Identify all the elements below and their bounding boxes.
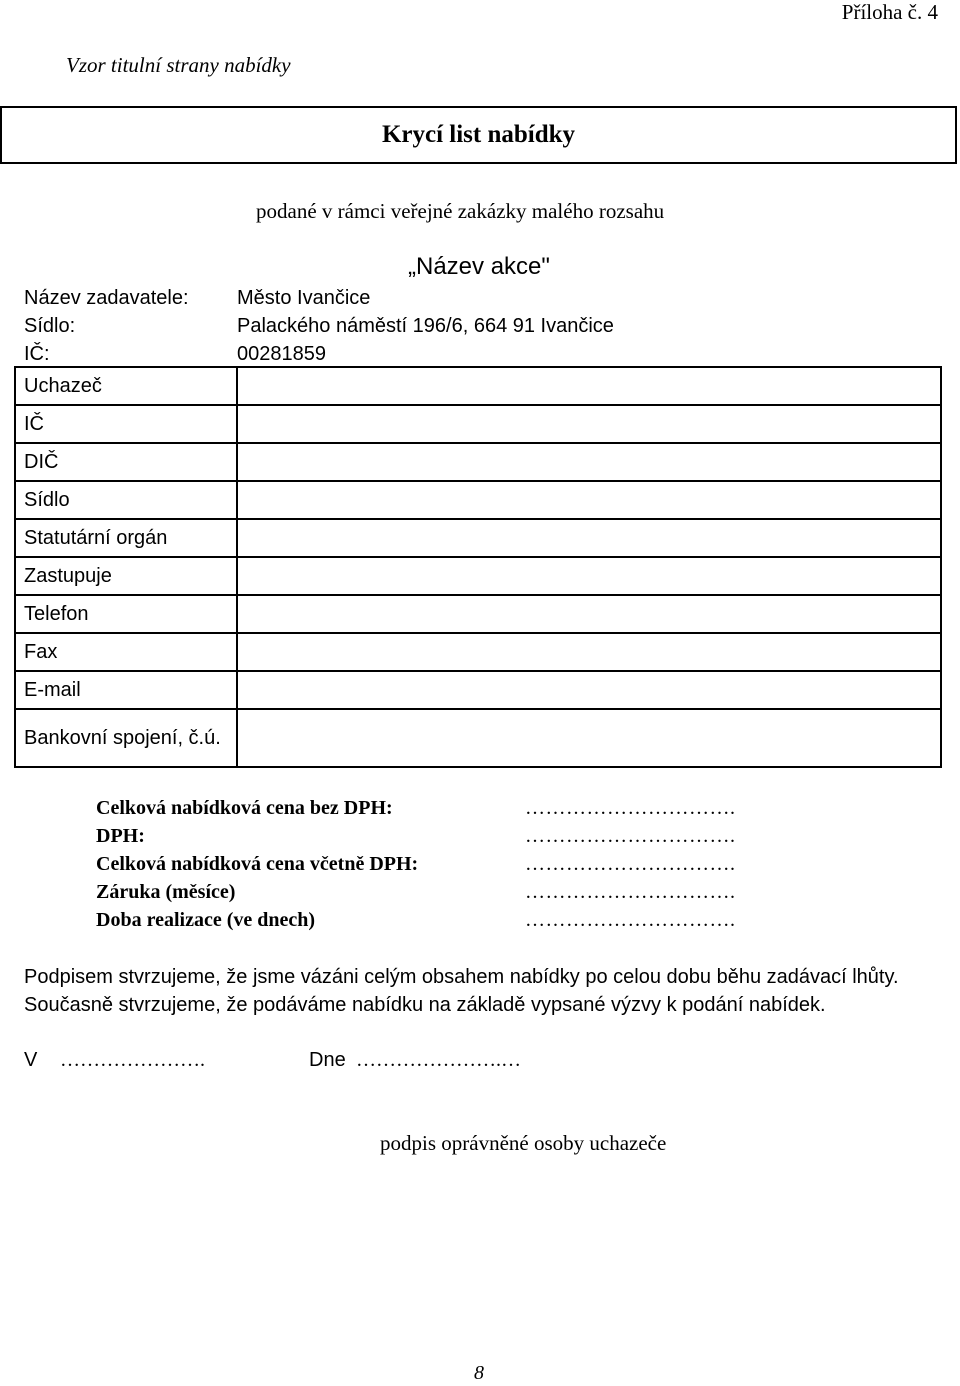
bidder-bank-label: Bankovní spojení, č.ú. xyxy=(15,709,237,767)
bidder-table xyxy=(14,366,942,768)
date-blank[interactable]: ………………….… xyxy=(356,1049,521,1071)
vat-label: DPH: xyxy=(96,825,145,847)
table-row xyxy=(15,595,941,633)
table-row xyxy=(15,557,941,595)
bidder-vat-label: DIČ xyxy=(15,443,237,481)
action-name: „Název akce" xyxy=(408,253,550,280)
bidder-statutory-value-cell[interactable] xyxy=(237,519,941,557)
table-row xyxy=(15,481,941,519)
place-blank[interactable]: …………………. xyxy=(60,1049,205,1071)
page-title: Krycí list nabídky xyxy=(381,121,576,148)
realization-label: Doba realizace (ve dnech) xyxy=(96,909,316,931)
statement-line-2: Současně stvrzujeme, že podáváme nabídku na základě vypsané výzvy k podání nabídek. xyxy=(24,994,826,1016)
submitted-text: podané v rámci veřejné zakázky malého rozsahu xyxy=(256,199,665,223)
table-row xyxy=(15,443,941,481)
price-without-vat-label: Celková nabídková cena bez DPH: xyxy=(96,797,393,819)
warranty-blank[interactable]: …………………………. xyxy=(525,881,736,903)
bidder-statutory-label: Statutární orgán xyxy=(15,519,237,557)
table-row xyxy=(15,633,941,671)
bidder-representative-label: Zastupuje xyxy=(15,557,237,595)
page-number: 8 xyxy=(474,1362,484,1384)
bidder-id-value-cell[interactable] xyxy=(237,405,941,443)
bidder-bank-value-cell[interactable] xyxy=(237,709,941,767)
authority-id-label: IČ: xyxy=(24,343,50,365)
bidder-value-cell[interactable] xyxy=(237,367,941,405)
signature-label: podpis oprávněné osoby uchazeče xyxy=(380,1131,667,1155)
vat-blank[interactable]: …………………………. xyxy=(525,825,736,847)
table-row xyxy=(15,367,941,405)
warranty-label: Záruka (měsíce) xyxy=(96,881,236,903)
bidder-seat-label: Sídlo xyxy=(15,481,237,519)
table-row xyxy=(15,405,941,443)
authority-name-value: Město Ivančice xyxy=(237,287,371,309)
bidder-fax-label: Fax xyxy=(15,633,237,671)
bidder-representative-value-cell[interactable] xyxy=(237,557,941,595)
authority-seat-label: Sídlo: xyxy=(24,315,76,337)
authority-id-value: 00281859 xyxy=(237,343,326,365)
authority-name-label: Název zadavatele: xyxy=(24,287,189,309)
bidder-fax-value-cell[interactable] xyxy=(237,633,941,671)
price-with-vat-blank[interactable]: …………………………. xyxy=(525,853,736,875)
place-label: V xyxy=(24,1049,38,1071)
title-box xyxy=(0,106,957,164)
bidder-email-value-cell[interactable] xyxy=(237,671,941,709)
document-subtitle: Vzor titulní strany nabídky xyxy=(66,53,291,77)
bidder-label: Uchazeč xyxy=(15,367,237,405)
bidder-email-label: E-mail xyxy=(15,671,237,709)
price-without-vat-blank[interactable]: …………………………. xyxy=(525,797,736,819)
date-label: Dne xyxy=(309,1049,346,1071)
bidder-seat-value-cell[interactable] xyxy=(237,481,941,519)
statement-line-1: Podpisem stvrzujeme, že jsme vázáni celým obsahem nabídky po celou dobu běhu zadávací lhůty. xyxy=(24,966,899,988)
realization-blank[interactable]: …………………………. xyxy=(525,909,736,931)
bidder-id-label: IČ xyxy=(15,405,237,443)
table-row xyxy=(15,671,941,709)
bidder-phone-label: Telefon xyxy=(15,595,237,633)
bidder-vat-value-cell[interactable] xyxy=(237,443,941,481)
annex-label: Příloha č. 4 xyxy=(841,0,938,24)
authority-seat-value: Palackého náměstí 196/6, 664 91 Ivančice xyxy=(237,315,614,337)
bidder-phone-value-cell[interactable] xyxy=(237,595,941,633)
table-row xyxy=(15,519,941,557)
table-row xyxy=(15,709,941,767)
price-with-vat-label: Celková nabídková cena včetně DPH: xyxy=(96,853,419,875)
